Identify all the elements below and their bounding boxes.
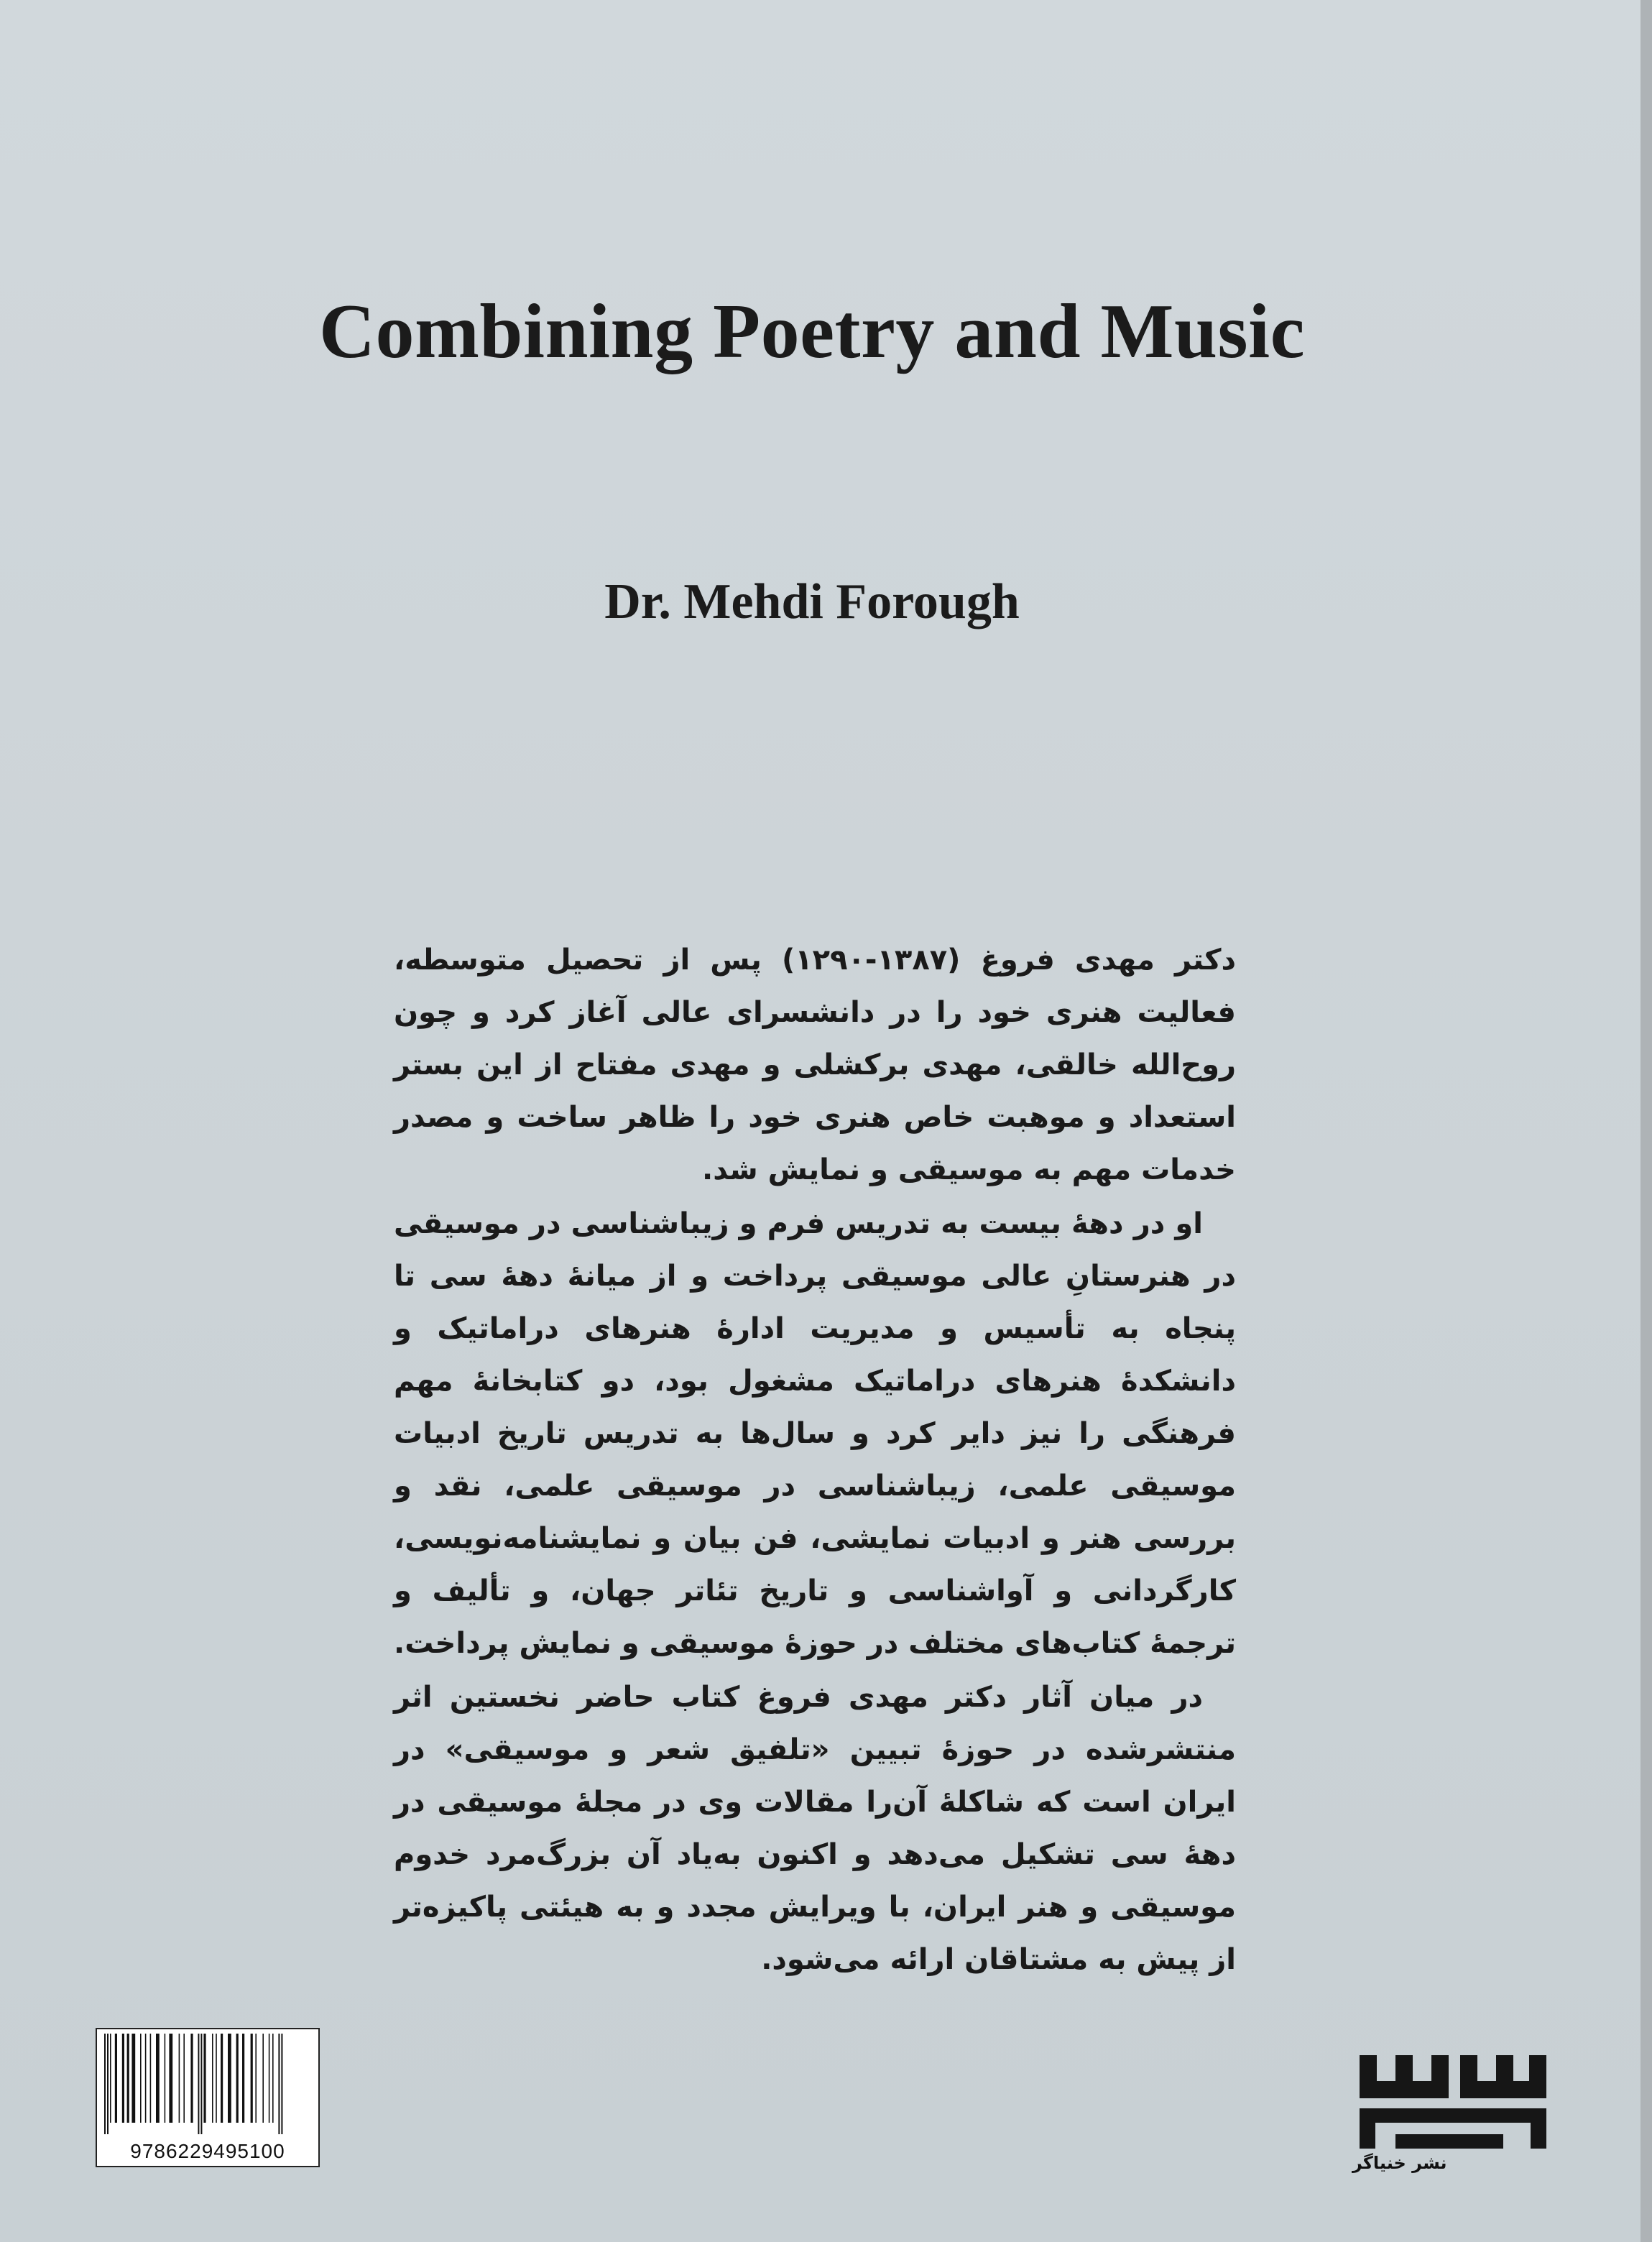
barcode-guard-bar xyxy=(281,2034,282,2134)
barcode-bar xyxy=(165,2034,166,2123)
barcode-bar xyxy=(140,2034,142,2123)
barcode-bar xyxy=(236,2034,239,2123)
blurb-paragraph-1: دکتر مهدی فروغ (۱۳۸۷-۱۲۹۰) پس از تحصیل متوسطه، فعالیت هنری خود را در دانشسرای عالی آغاز کرد و چون روح‌الله خالقی، مهدی برکشلی و مهدی مفتاح از این بستر استعداد و موهبت خاص هنری خود را ظاهر ساخت و مصدر خدمات مهم به موسیقی و نمایش شد. xyxy=(394,944,1236,1186)
author-name: Dr. Mehdi Forough xyxy=(604,574,1020,629)
barcode-guard-bar xyxy=(278,2034,280,2134)
book-title: Combining Poetry and Music xyxy=(318,289,1306,374)
isbn-barcode xyxy=(96,2028,320,2167)
barcode-guard-bar xyxy=(104,2034,106,2134)
barcode-bar xyxy=(251,2034,253,2123)
barcode-guard-bar xyxy=(198,2034,199,2134)
blurb-paragraph-3: در میان آثار دکتر مهدی فروغ کتاب حاضر نخستین اثر منتشرشده در حوزۀ تبیین «تلفیق شعر و موسیقی» در ایران است که شاکلۀ آن‌را مقالات وی در مجلۀ موسیقی در دهۀ سی تشکیل می‌دهد و اکنون به‌یاد آن بزرگ‌مرد خدوم موسیقی و هنر ایران، با ویرایش مجدد و به هیئتی پاکیزه‌تر از پیش به مشتاقان ارائه می‌شود. xyxy=(394,1681,1236,1976)
barcode-bar xyxy=(269,2034,270,2123)
barcode-bar xyxy=(212,2034,213,2123)
barcode-bar xyxy=(131,2034,135,2123)
barcode-bar xyxy=(145,2034,147,2123)
barcode-bar xyxy=(115,2034,117,2123)
barcode-bar xyxy=(228,2034,231,2123)
barcode-bar xyxy=(150,2034,152,2123)
barcode-bar xyxy=(169,2034,172,2123)
barcode-bar xyxy=(183,2034,185,2123)
barcode-bar xyxy=(221,2034,223,2123)
barcode-bar xyxy=(272,2034,274,2123)
cover-edge xyxy=(1641,0,1652,2242)
isbn-number: 9786229495100 xyxy=(130,2140,285,2162)
barcode-bar xyxy=(156,2034,160,2123)
barcode-bar xyxy=(262,2034,264,2123)
barcode-bar xyxy=(127,2034,129,2123)
barcode-bar xyxy=(242,2034,244,2123)
barcode-bar xyxy=(255,2034,257,2123)
publisher-caption: نشر خنیاگر xyxy=(1352,2153,1447,2173)
barcode-bars xyxy=(101,2034,314,2134)
blurb-paragraph-2: او در دهۀ بیست به تدریس فرم و زیباشناسی در موسیقی در هنرستانِ عالی موسیقی پرداخت و از میانۀ دهۀ سی تا پنجاه به تأسیس و مدیریت ادارۀ هنرهای دراماتیک و دانشکدۀ هنرهای دراماتیک مشغول بود، دو کتابخانۀ مهم فرهنگی را نیز دایر کرد و سال‌ها به تدریس تاریخ ادبیات موسیقی علمی، زیباشناسی در موسیقی علمی، نقد و بررسی هنر و ادبیات نمایشی، فن بیان و نمایشنامه‌نویسی، کارگردانی و آواشناسی و تاریخ تئاتر جهان، و تألیف و ترجمۀ کتاب‌های مختلف در حوزۀ موسیقی و نمایش پرداخت. xyxy=(394,1207,1236,1660)
barcode-bar xyxy=(179,2034,180,2123)
barcode-bar xyxy=(110,2034,111,2123)
barcode-bar xyxy=(203,2034,206,2123)
barcode-bar xyxy=(190,2034,193,2123)
barcode-guard-bar xyxy=(107,2034,109,2134)
barcode-guard-bar xyxy=(200,2034,202,2134)
barcode-bar xyxy=(122,2034,124,2123)
barcode-bar xyxy=(216,2034,217,2123)
blurb xyxy=(394,934,1236,1988)
